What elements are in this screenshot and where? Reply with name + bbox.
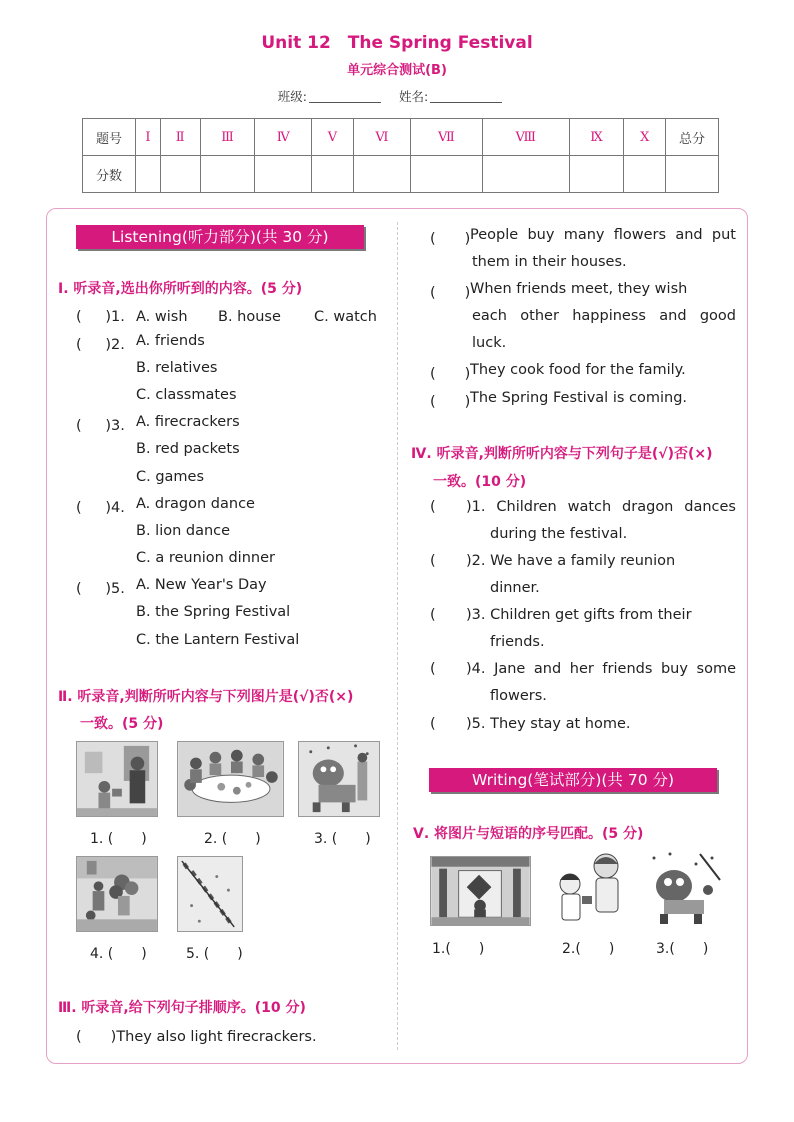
picture-children-gift xyxy=(548,850,630,926)
part3-sentence-3-line1: When friends meet, they wish xyxy=(470,281,688,297)
score-cell[interactable] xyxy=(569,156,624,193)
score-cell[interactable] xyxy=(353,156,410,193)
part3-heading: Ⅲ. 听录音,给下列句子排顺序。(10 分) xyxy=(58,1000,306,1016)
picture-firecrackers xyxy=(177,856,243,932)
part4-heading-line2: 一致。(10 分) xyxy=(433,474,527,490)
score-cell-total[interactable] xyxy=(666,156,719,193)
part1-heading: Ⅰ. 听录音,选出你所听到的内容。(5 分) xyxy=(58,281,303,297)
part4-q4-line2: flowers. xyxy=(490,688,547,704)
picture-4-answer[interactable]: 4. ( ) xyxy=(90,946,147,962)
part4-q2-line1: )2. We have a family reunion xyxy=(466,553,676,569)
match-2-answer[interactable]: 2.( ) xyxy=(562,941,615,957)
part4-heading-line1: Ⅳ. 听录音,判断所听内容与下列句子是(√)否(×) xyxy=(411,446,713,462)
picture-3-answer[interactable]: 3. ( ) xyxy=(314,831,371,847)
picture-lion-dance xyxy=(298,741,380,817)
col-2: Ⅱ xyxy=(160,119,200,156)
question-2-num: ( )2. xyxy=(76,337,125,353)
question-3-option-c[interactable]: C. games xyxy=(136,469,205,485)
question-1: ( )1. A. wish B. house C. watch xyxy=(76,309,377,325)
question-3-option-b[interactable]: B. red packets xyxy=(136,441,240,457)
part4-q5-line1: )5. They stay at home. xyxy=(466,716,631,732)
col-10: Ⅹ xyxy=(624,119,666,156)
part3-sentence-5-paren[interactable]: ( ) xyxy=(430,394,471,410)
part3-sentence-4: They cook food for the family. xyxy=(470,362,686,378)
question-5-option-c[interactable]: C. the Lantern Festival xyxy=(136,632,300,648)
picture-family-gift xyxy=(76,741,158,817)
question-4-num: ( )4. xyxy=(76,500,125,516)
part4-q5-open[interactable]: ( xyxy=(430,716,436,732)
col-6: Ⅵ xyxy=(353,119,410,156)
part3-sentence-5: The Spring Festival is coming. xyxy=(470,390,688,406)
score-cell[interactable] xyxy=(160,156,200,193)
part4-q3-line2: friends. xyxy=(490,634,545,650)
part3-sentence-3-paren[interactable]: ( ) xyxy=(430,285,471,301)
score-cell[interactable] xyxy=(136,156,161,193)
score-cell[interactable] xyxy=(200,156,255,193)
part3-sentence-1: ( )They also light firecrackers. xyxy=(76,1029,317,1045)
match-1-answer[interactable]: 1.( ) xyxy=(432,941,485,957)
picture-5-answer[interactable]: 5. ( ) xyxy=(186,946,243,962)
part4-q3-line1: )3. Children get gifts from their xyxy=(466,607,692,623)
picture-reunion-dinner xyxy=(177,741,284,817)
part2-heading-line1: Ⅱ. 听录音,判断所听内容与下列图片是(√)否(×) xyxy=(58,689,354,705)
listening-banner: Listening(听力部分)(共 30 分) xyxy=(76,225,364,249)
part3-sentence-2-paren[interactable]: ( ) xyxy=(430,231,471,247)
part4-q2-open[interactable]: ( xyxy=(430,553,436,569)
picture-2-answer[interactable]: 2. ( ) xyxy=(204,831,261,847)
part4-q1-line1: )1. Children watch dragon dances xyxy=(466,499,736,515)
picture-flowers-home xyxy=(76,856,158,932)
part4-q1-line2: during the festival. xyxy=(490,526,628,542)
col-1: Ⅰ xyxy=(136,119,161,156)
score-table xyxy=(82,118,719,193)
column-divider xyxy=(397,222,398,1050)
question-2-option-c[interactable]: C. classmates xyxy=(136,387,237,403)
name-label: 姓名: xyxy=(398,89,429,104)
class-label: 班级: xyxy=(277,89,307,104)
part4-q2-line2: dinner. xyxy=(490,580,540,596)
part3-sentence-2-line2: them in their houses. xyxy=(472,254,627,270)
question-2-option-a[interactable]: A. friends xyxy=(136,333,205,349)
col-5: Ⅴ xyxy=(311,119,353,156)
question-3-option-a[interactable]: A. firecrackers xyxy=(136,414,240,430)
total-label: 总分 xyxy=(666,119,719,156)
part4-q1-open[interactable]: ( xyxy=(430,499,436,515)
part5-heading: Ⅴ. 将图片与短语的序号匹配。(5 分) xyxy=(413,826,644,842)
score-label: 分数 xyxy=(83,156,136,193)
class-field[interactable] xyxy=(309,90,381,103)
picture-lion-dance-2 xyxy=(646,850,722,926)
part3-sentence-2-line1: People buy many flowers and put xyxy=(470,227,736,243)
part3-sentence-4-paren[interactable]: ( ) xyxy=(430,366,471,382)
score-table-header-row xyxy=(83,119,719,156)
part4-q4-open[interactable]: ( xyxy=(430,661,436,677)
question-5-num: ( )5. xyxy=(76,581,125,597)
part3-sentence-3-line3: luck. xyxy=(472,335,507,351)
question-3-num: ( )3. xyxy=(76,418,125,434)
question-4-option-b[interactable]: B. lion dance xyxy=(136,523,231,539)
col-7: Ⅶ xyxy=(410,119,482,156)
score-cell[interactable] xyxy=(482,156,569,193)
writing-banner: Writing(笔试部分)(共 70 分) xyxy=(429,768,717,792)
match-3-answer[interactable]: 3.( ) xyxy=(656,941,709,957)
question-2-option-b[interactable]: B. relatives xyxy=(136,360,218,376)
part4-q4-line1: )4. Jane and her friends buy some xyxy=(466,661,736,677)
col-8: Ⅷ xyxy=(482,119,569,156)
picture-1-answer[interactable]: 1. ( ) xyxy=(90,831,147,847)
score-table-score-row xyxy=(83,156,719,193)
part2-heading-line2: 一致。(5 分) xyxy=(80,716,164,732)
page-subtitle: 单元综合测试(B) xyxy=(347,63,447,78)
score-cell[interactable] xyxy=(255,156,312,193)
name-field[interactable] xyxy=(430,90,502,103)
question-number-label: 题号 xyxy=(83,119,136,156)
part4-q3-open[interactable]: ( xyxy=(430,607,436,623)
score-cell[interactable] xyxy=(410,156,482,193)
question-5-option-b[interactable]: B. the Spring Festival xyxy=(136,604,291,620)
part3-sentence-3-line2: each other happiness and good xyxy=(472,308,736,324)
score-cell[interactable] xyxy=(624,156,666,193)
question-4-option-c[interactable]: C. a reunion dinner xyxy=(136,550,275,566)
col-4: Ⅳ xyxy=(255,119,312,156)
student-info-bar xyxy=(0,87,794,105)
score-cell[interactable] xyxy=(311,156,353,193)
question-5-option-a[interactable]: A. New Year's Day xyxy=(136,577,267,593)
picture-couplet-door xyxy=(430,856,531,926)
question-4-option-a[interactable]: A. dragon dance xyxy=(136,496,255,512)
col-9: Ⅸ xyxy=(569,119,624,156)
col-3: Ⅲ xyxy=(200,119,255,156)
page-title: Unit 12 The Spring Festival xyxy=(261,33,533,53)
